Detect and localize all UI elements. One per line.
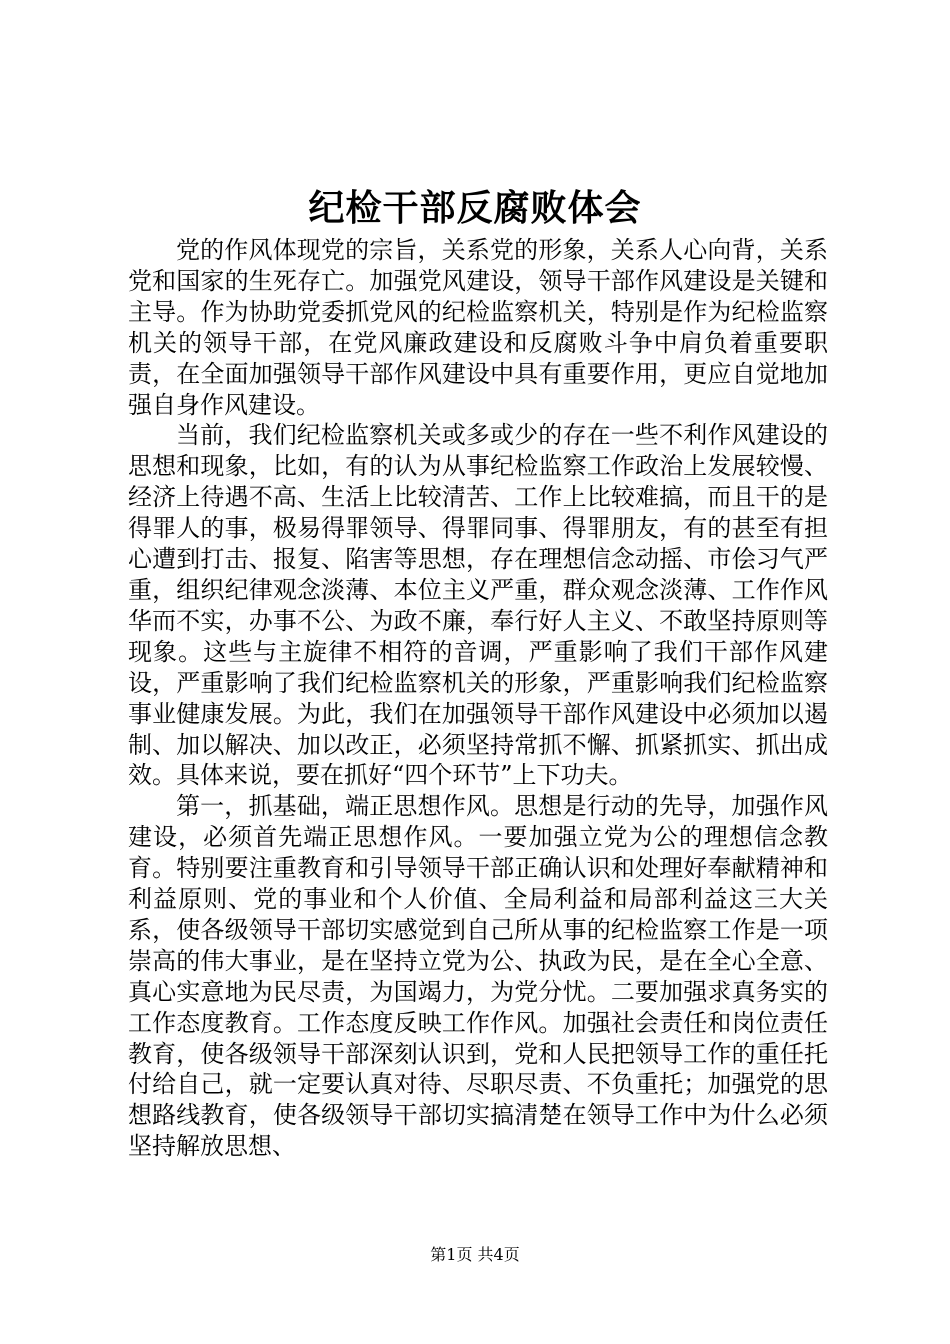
document-title: 纪检干部反腐败体会 — [308, 187, 642, 229]
document-body — [128, 235, 828, 1162]
paragraph-3: 第一，抓基础，端正思想作风。思想是行动的先导，加强作风建设，必须首先端正思想作风。一要加强立党为公的理想信念教育。特别要注重教育和引导领导干部正确认识和处理好奉献精神和利益原则、党的事业和个人价值、全局利益和局部利益这三大关系，使各级领导干部切实感觉到自己所从事的纪检监察工作是一项崇高的伟大事业，是在坚持立党为公、执政为民，是在全心全意、真心实意地为民尽责，为国竭力，为党分忧。二要加强求真务实的工作态度教育。工作态度反映工作作风。加强社会责任和岗位责任教育，使各级领导干部深刻认识到，党和人民把领导工作的重任托付给自己，就一定要认真对待、尽职尽责、不负重托；加强党的思想路线教育，使各级领导干部切实搞清楚在领导工作中为什么必须坚持解放思想、 — [128, 792, 828, 1161]
paragraph-1: 党的作风体现党的宗旨，关系党的形象，关系人心向背，关系党和国家的生死存亡。加强党风建设，领导干部作风建设是关键和主导。作为协助党委抓党风的纪检监察机关，特别是作为纪检监察机关的领导干部，在党风廉政建设和反腐败斗争中肩负着重要职责，在全面加强领导干部作风建设中具有重要作用，更应自觉地加强自身作风建设。 — [128, 236, 828, 419]
paragraph-2: 当前，我们纪检监察机关或多或少的存在一些不利作风建设的思想和现象，比如，有的认为从事纪检监察工作政治上发展较慢、经济上待遇不高、生活上比较清苦、工作上比较难搞，而且干的是得罪人的事，极易得罪领导、得罪同事、得罪朋友，有的甚至有担心遭到打击、报复、陷害等思想，存在理想信念动摇、市侩习气严重，组织纪律观念淡薄、本位主义严重，群众观念淡薄、工作作风华而不实，办事不公、为政不廉，奉行好人主义、不敢坚持原则等现象。这些与主旋律不相符的音调，严重影响了我们干部作风建设，严重影响了我们纪检监察机关的形象，严重影响我们纪检监察事业健康发展。为此，我们在加强领导干部作风建设中必须加以遏制、加以解决、加以改正，必须坚持常抓不懈、抓紧抓实、抓出成效。具体来说，要在抓好“四个环节”上下功夫。 — [128, 421, 828, 790]
page-number-footer: 第1页 共4页 — [430, 1245, 520, 1264]
